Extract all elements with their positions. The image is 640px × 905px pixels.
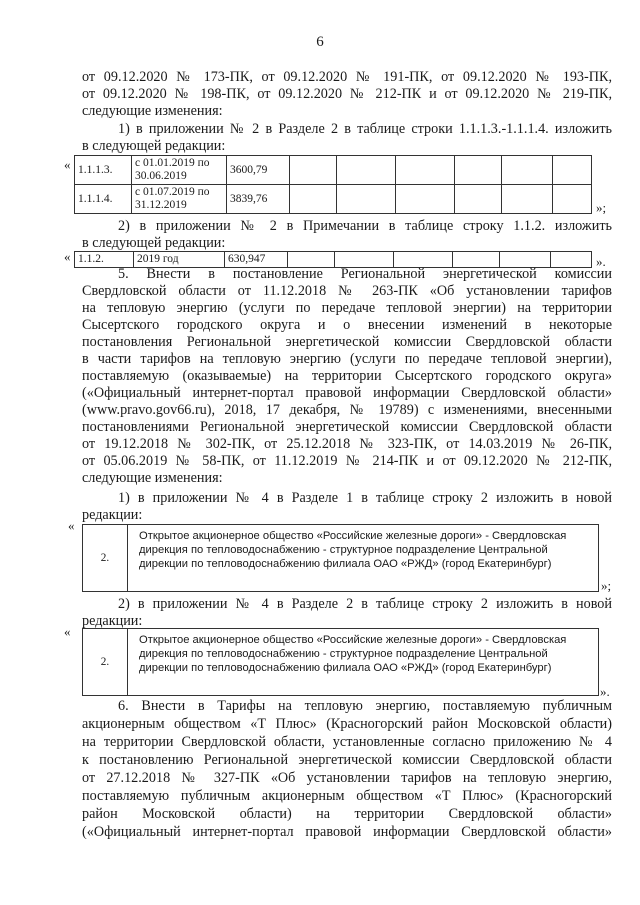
- text-line: поставляемую (оказываемые) на территории Сысертского городского округа»: [82, 368, 612, 384]
- text-line: от 05.06.2019 № 58-ПК, от 11.12.2019 № 214-ПК и от 09.12.2020 № 212-ПК,: [82, 453, 612, 469]
- table-cell: [290, 156, 337, 185]
- table-row: [75, 156, 592, 185]
- text-line: Свердловской области от 11.12.2018 № 263-ПК «Об установлении тарифов: [82, 283, 612, 299]
- text-line: 2) в приложении № 2 в Примечании в таблице строку 1.1.2. изложить: [118, 218, 612, 234]
- close-quote: »;: [601, 578, 612, 593]
- row-number: 2.: [83, 525, 128, 591]
- table-cell: с 01.07.2019 по 31.12.2019: [132, 185, 227, 214]
- text-line: следующие изменения:: [82, 470, 223, 486]
- row-text: Открытое акционерное общество «Российские железные дороги» - Свердловская дирекция по тепловодоснабжению - структурное подразделение Центральной дирекции по тепловодоснабжению филиала ОАО «РЖД» (город Екатеринбург): [139, 530, 567, 570]
- text-line: поставляемую публичным акционерным обществом «Т Плюс» (Красногорский: [82, 788, 612, 804]
- text-line: к постановлению Региональной энергетической комиссии Свердловской области: [82, 752, 612, 768]
- text-line: 6. Внести в Тарифы на тепловую энергию, поставляемую публичным: [118, 698, 612, 714]
- table-row: [75, 185, 592, 214]
- text-line: («Официальный интернет-портал правовой информации Свердловской области»: [82, 385, 612, 401]
- replacement-row-box: [82, 524, 599, 592]
- table-cell: [455, 185, 502, 214]
- table-cell: [502, 156, 553, 185]
- text-line: следующие изменения:: [82, 103, 223, 119]
- open-quote: «: [64, 249, 71, 264]
- table-cell: 1.1.1.3.: [75, 156, 132, 185]
- close-quote: ».: [596, 254, 606, 269]
- row-text: Открытое акционерное общество «Российские железные дороги» - Свердловская дирекция по тепловодоснабжению - структурное подразделение Центральной дирекции по тепловодоснабжению филиала ОАО «РЖД» (город Екатеринбург): [139, 634, 567, 674]
- text-line: 5. Внести в постановление Региональной энергетической комиссии: [118, 266, 612, 282]
- text-line: от 09.12.2020 № 198-ПК, от 09.12.2020 № 212-ПК и от 09.12.2020 № 219-ПК,: [82, 86, 612, 102]
- row-number: 2.: [83, 629, 128, 695]
- text-line: 1) в приложении № 2 в Разделе 2 в таблице строки 1.1.1.3.-1.1.1.4. изложить: [118, 121, 612, 137]
- table-cell: [290, 185, 337, 214]
- text-line: постановления Региональной энергетической комиссии Свердловской области: [82, 334, 612, 350]
- text-line: акционерным обществом «Т Плюс» (Красногорский район Московской области): [82, 716, 612, 732]
- text-line: на тепловую энергию (услуги по передаче тепловой энергии) на территории: [82, 300, 612, 316]
- table-cell: 1.1.2.: [75, 252, 134, 268]
- table-cell: [396, 156, 455, 185]
- table-cell: [337, 156, 396, 185]
- table-cell: [502, 185, 553, 214]
- tariff-table-1: [74, 155, 592, 214]
- table-cell: [455, 156, 502, 185]
- text-line: 2) в приложении № 4 в Разделе 2 в таблице строку 2 изложить в новой: [118, 596, 612, 612]
- open-quote: «: [64, 157, 71, 172]
- close-quote: »;: [596, 200, 607, 215]
- table-cell: [396, 185, 455, 214]
- text-line: от 09.12.2020 № 173-ПК, от 09.12.2020 № 191-ПК, от 09.12.2020 № 193-ПК,: [82, 69, 612, 85]
- table-cell: 3839,76: [227, 185, 290, 214]
- text-line: редакции:: [82, 613, 143, 629]
- replacement-row-box: [82, 628, 599, 696]
- text-line: на территории Свердловской области, установленные согласно приложению № 4: [82, 734, 612, 750]
- table-cell: 3600,79: [227, 156, 290, 185]
- close-quote: ».: [600, 684, 610, 699]
- open-quote: «: [68, 518, 75, 533]
- table-cell: [337, 185, 396, 214]
- text-line: («Официальный интернет-портал правовой информации Свердловской области»: [82, 824, 612, 840]
- text-line: постановлениями Региональной энергетической комиссии Свердловской области: [82, 419, 612, 435]
- text-line: в части тарифов на тепловую энергию (услуги по передаче тепловой энергии),: [82, 351, 612, 367]
- text-line: от 27.12.2018 № 327-ПК «Об установлении тарифов на тепловую энергию,: [82, 770, 612, 786]
- text-line: Сысертского городского округа и о внесении изменений в некоторые: [82, 317, 612, 333]
- text-line: в следующей редакции:: [82, 235, 226, 251]
- open-quote: «: [64, 624, 71, 639]
- text-line: от 19.12.2018 № 302-ПК, от 25.12.2018 № 323-ПК, от 14.03.2019 № 26-ПК,: [82, 436, 612, 452]
- table-cell: [553, 185, 592, 214]
- text-line: редакции:: [82, 507, 143, 523]
- text-line: в следующей редакции:: [82, 138, 226, 154]
- page-number: 6: [316, 34, 324, 50]
- table-cell: 2019 год: [134, 252, 225, 268]
- text-line: (www.pravo.gov66.ru), 2018, 17 декабря, № 19789) с изменениями, внесенными: [82, 402, 612, 418]
- table-cell: 1.1.1.4.: [75, 185, 132, 214]
- table-cell: 630,947: [225, 252, 288, 268]
- text-line: 1) в приложении № 4 в Разделе 1 в таблице строку 2 изложить в новой: [118, 490, 612, 506]
- text-line: район Московской области) на территории Свердловской области»: [82, 806, 612, 822]
- table-cell: [553, 156, 592, 185]
- table-cell: с 01.01.2019 по 30.06.2019: [132, 156, 227, 185]
